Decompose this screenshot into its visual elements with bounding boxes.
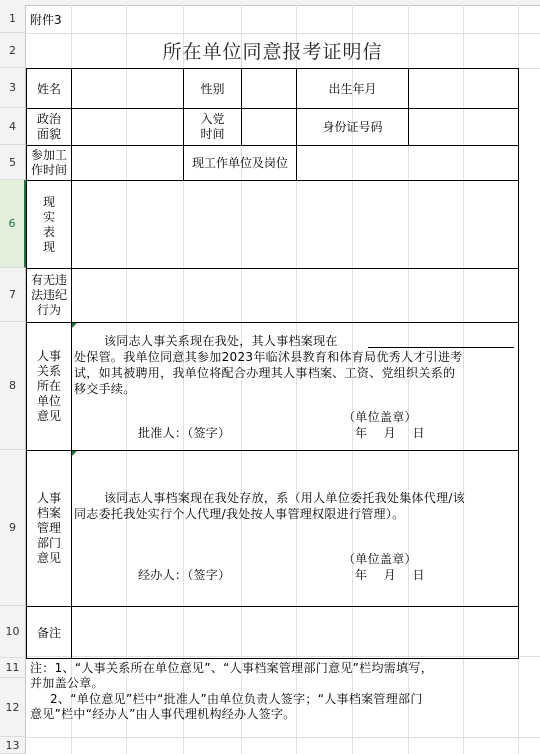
annex-label[interactable]: 附件3 [30, 13, 62, 27]
politics-label-line1: 政治 [36, 112, 61, 126]
row-header-1[interactable]: 1 [0, 5, 26, 33]
row-header-7[interactable]: 7 [0, 268, 26, 322]
archive-opinion-char: 意见 [36, 551, 61, 565]
note-2-line2: 意见”栏中“经办人”由人事代理机构经办人签字。 [30, 707, 296, 721]
unit-date-text: 年 月 日 [355, 426, 425, 440]
unit-opinion-line1: 该同志人事关系现在我处，其人事档案现在 [104, 334, 338, 348]
comment-marker-icon[interactable] [72, 323, 77, 328]
politics-label[interactable] [26, 108, 72, 146]
archive-opinion-line1: 该同志人事档案现在我处存放，系（用人单位委托我处集体代理/该 [104, 491, 466, 505]
row-header-4[interactable]: 4 [0, 108, 26, 145]
gender-value[interactable] [241, 68, 297, 109]
unit-opinion-label[interactable] [26, 322, 72, 451]
row-header-10[interactable]: 10 [0, 606, 26, 658]
row-header-5[interactable]: 5 [0, 145, 26, 180]
unit-opinion-char: 关系 [36, 364, 61, 378]
approver-signature-label: 批准人：（签字） [138, 426, 231, 440]
row-header-11[interactable]: 11 [0, 658, 26, 678]
work-start-value[interactable] [71, 145, 184, 181]
performance-label[interactable] [26, 180, 72, 269]
performance-char: 现 [42, 194, 55, 209]
unit-opinion-char: 所在 [36, 379, 61, 393]
archive-opinion-char: 管理 [36, 521, 61, 535]
archive-opinion-char: 档案 [36, 506, 61, 520]
birth-label[interactable]: 出生年月 [296, 68, 409, 109]
gender-label[interactable]: 性别 [183, 68, 242, 109]
violation-label[interactable] [26, 268, 72, 323]
unit-seal-text: （单位盖章） [343, 410, 417, 424]
archive-opinion-char: 人事 [36, 491, 61, 505]
gridline [26, 737, 540, 738]
comment-marker-icon[interactable] [72, 451, 77, 456]
archive-opinion-label[interactable] [26, 450, 72, 607]
row-header-13[interactable]: 13 [0, 737, 26, 754]
row-header-8[interactable]: 8 [0, 322, 26, 450]
remarks-label[interactable]: 备注 [26, 606, 72, 659]
work-start-label[interactable] [26, 145, 72, 181]
name-label[interactable]: 姓名 [26, 68, 72, 109]
remarks-value[interactable] [71, 606, 519, 659]
unit-opinion-line2: 处保管。我单位同意其参加2023年临沭县教育和体育局优秀人才引进考 [74, 350, 463, 364]
row-header-2[interactable]: 2 [0, 33, 26, 68]
unit-opinion-char: 单位 [36, 394, 61, 408]
note-1-line1[interactable]: 注：1、“人事关系所在单位意见”、“人事档案管理部门意见”栏均需填写， [30, 661, 434, 675]
archive-date-text: 年 月 日 [355, 568, 425, 582]
birth-value[interactable] [408, 68, 519, 109]
archive-opinion-box[interactable] [71, 450, 519, 607]
violation-label-line: 行为 [36, 303, 61, 317]
archive-seal-text: （单位盖章） [343, 552, 417, 566]
politics-value[interactable] [71, 108, 184, 146]
archive-opinion-char: 部门 [36, 536, 61, 550]
party-join-label[interactable] [183, 108, 242, 146]
name-value[interactable] [71, 68, 184, 109]
row-header-6[interactable]: 6 [0, 180, 26, 268]
current-unit-value[interactable] [296, 145, 519, 181]
violation-value[interactable] [71, 268, 519, 323]
note-1-line2: 并加盖公章。 [30, 676, 104, 690]
unit-opinion-line3: 试，如其被聘用，我单位将配合办理其人事档案、工资、党组织关系的 [74, 366, 456, 380]
column-header-bar[interactable] [0, 0, 540, 6]
handler-signature-label: 经办人：（签字） [138, 568, 231, 582]
performance-char: 现 [42, 239, 55, 254]
archive-opinion-line2: 同志委托我处实行个人代理/我处按人事管理权限进行管理）。 [74, 507, 405, 521]
row-header-9[interactable]: 9 [0, 450, 26, 606]
id-number-label[interactable]: 身份证号码 [296, 108, 409, 146]
page-title[interactable]: 所在单位同意报考证明信 [162, 41, 383, 63]
row-header-12[interactable]: 12 [0, 678, 26, 737]
unit-opinion-char: 意见 [36, 409, 61, 423]
party-join-value[interactable] [241, 108, 297, 146]
violation-label-line: 有无违 [30, 273, 67, 287]
work-start-label-line1: 参加工 [30, 148, 67, 162]
party-join-label-line2: 时间 [200, 127, 225, 141]
performance-value[interactable] [71, 180, 519, 269]
gridline [26, 33, 540, 34]
unit-opinion-line4: 移交手续。 [74, 382, 136, 396]
work-start-label-line2: 作时间 [30, 163, 67, 177]
row-header-3[interactable]: 3 [0, 68, 26, 108]
performance-char: 实 [42, 209, 55, 224]
unit-opinion-char: 人事 [36, 349, 61, 363]
performance-char: 表 [42, 224, 55, 239]
party-join-label-line1: 入党 [200, 112, 225, 126]
id-number-value[interactable] [408, 108, 519, 146]
archive-location-underline [368, 347, 514, 348]
note-2-line1[interactable]: 2、“单位意见”栏中“批准人”由单位负责人签字；“人事档案管理部门 [50, 692, 423, 706]
current-unit-label[interactable]: 现工作单位及岗位 [183, 145, 297, 181]
politics-label-line2: 面貌 [36, 127, 61, 141]
violation-label-line: 法违纪 [30, 288, 67, 302]
